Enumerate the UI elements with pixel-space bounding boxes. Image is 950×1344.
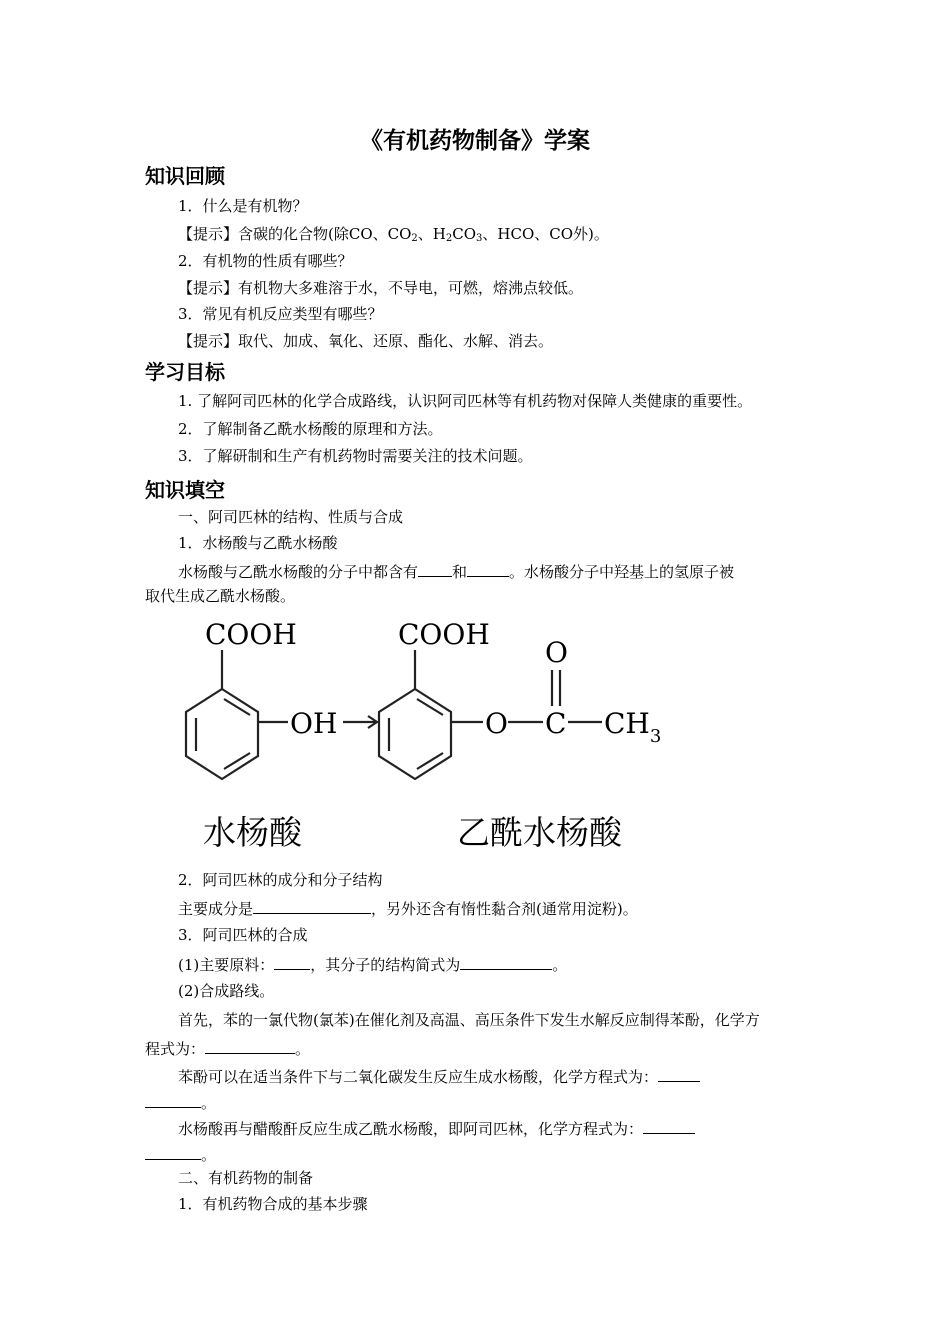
fill-part-2: 二、有机药物的制备 <box>178 1169 314 1187</box>
fill-sentence-6: 水杨酸再与醋酸酐反应生成乙酰水杨酸，即阿司匹林，化学方程式为： <box>178 1117 695 1139</box>
fill-item-2: 2．阿司匹林的成分和分子结构 <box>178 871 383 889</box>
goal-2: 2．了解制备乙酰水杨酸的原理和方法。 <box>178 420 443 438</box>
section-heading-fill: 知识填空 <box>145 478 225 502</box>
structure-diagram <box>165 612 685 862</box>
carbonyl-oxygen-label: O <box>545 636 568 669</box>
caption-salicylic-acid: 水杨酸 <box>203 813 302 852</box>
goal-3: 3．了解研制和生产有机药物时需要关注的技术问题。 <box>178 447 533 465</box>
cooh-label-right: COOH <box>398 618 490 651</box>
carbon-label: C <box>545 707 567 740</box>
oh-label: OH <box>290 707 338 740</box>
methyl-label: $CH_3$ <box>604 707 662 747</box>
review-question-3: 3．常见有机反应类型有哪些？ <box>178 305 383 323</box>
answer-blank[interactable] <box>467 560 509 577</box>
fill-sentence-4-cont: 程式为： 。 <box>145 1037 310 1059</box>
fill-item-4: 1．有机药物合成的基本步骤 <box>178 1195 368 1213</box>
salicylic-acetylation-figure <box>165 612 685 862</box>
fill-sub-2: (2)合成路线。 <box>178 982 275 1000</box>
page-title: 《有机药物制备》学案 <box>360 128 590 154</box>
caption-acetylsalicylic-acid: 乙酰水杨酸 <box>457 813 622 852</box>
answer-blank[interactable] <box>643 1117 695 1134</box>
fill-part-1: 一、阿司匹林的结构、性质与合成 <box>178 508 404 526</box>
cooh-label-left: COOH <box>205 618 297 651</box>
answer-blank[interactable] <box>145 1143 201 1160</box>
answer-blank[interactable] <box>418 560 452 577</box>
fill-sentence-1: 水杨酸与乙酰水杨酸的分子中都含有 和 。水杨酸分子中羟基上的氢原子被 <box>178 560 734 582</box>
review-question-2: 2．有机物的性质有哪些？ <box>178 252 353 270</box>
review-answer-3: 【提示】取代、加成、氧化、还原、酯化、水解、消去。 <box>178 332 554 350</box>
answer-blank[interactable] <box>658 1065 700 1082</box>
review-answer-2: 【提示】有机物大多难溶于水，不导电，可燃，熔沸点较低。 <box>178 279 584 297</box>
fill-item-1: 1．水杨酸与乙酰水杨酸 <box>178 534 338 552</box>
answer-blank[interactable] <box>253 897 371 914</box>
answer-blank[interactable] <box>460 953 552 970</box>
review-question-1: 1．什么是有机物？ <box>178 197 308 215</box>
answer-blank[interactable] <box>274 953 310 970</box>
ester-oxygen-label: O <box>485 707 508 740</box>
section-heading-goals: 学习目标 <box>145 360 225 384</box>
section-heading-review: 知识回顾 <box>145 164 225 188</box>
answer-blank[interactable] <box>145 1091 201 1108</box>
goal-1: 1. 了解阿司匹林的化学合成路线，认识阿司匹林等有机药物对保障人类健康的重要性。 <box>178 392 753 410</box>
fill-sentence-2: 主要成分是 ，另外还含有惰性黏合剂(通常用淀粉)。 <box>178 897 638 919</box>
fill-sentence-5: 苯酚可以在适当条件下与二氧化碳发生反应生成水杨酸，化学方程式为： <box>178 1065 700 1087</box>
fill-sentence-5-cont: 。 <box>145 1091 216 1113</box>
review-answer-1: 【提示】含碳的化合物(除CO、$CO_2$、$H_2CO_3$、HCO、CO外)。 <box>178 225 609 244</box>
answer-blank[interactable] <box>205 1037 295 1054</box>
fill-sentence-4: 首先，苯的一氯代物(氯苯)在催化剂及高温、高压条件下发生水解反应制得苯酚，化学方 <box>178 1011 760 1029</box>
fill-sentence-3: (1)主要原料： ，其分子的结构简式为 。 <box>178 953 567 975</box>
fill-item-3: 3．阿司匹林的合成 <box>178 926 308 944</box>
fill-sentence-6-cont: 。 <box>145 1143 216 1165</box>
fill-sentence-1-cont: 取代生成乙酰水杨酸。 <box>145 587 296 605</box>
